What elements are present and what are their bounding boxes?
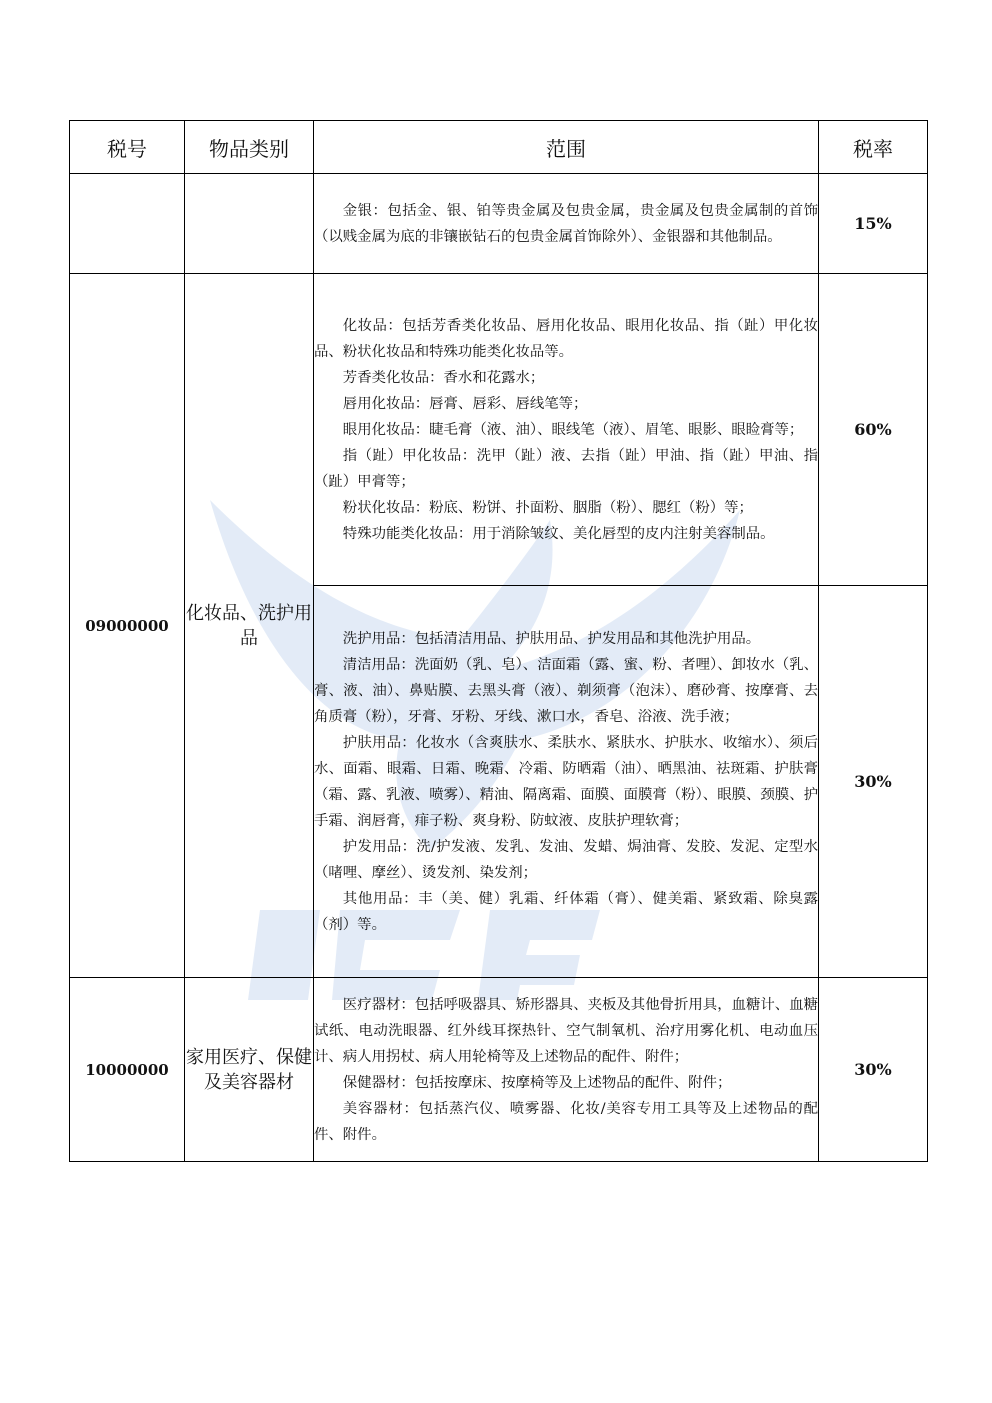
category-cell <box>185 174 314 274</box>
scope-paragraph: 指（趾）甲化妆品：洗甲（趾）液、去指（趾）甲油、指（趾）甲油、指（趾）甲膏等； <box>314 447 818 490</box>
scope-cell <box>314 978 819 1162</box>
header-rate: 税率 <box>819 121 928 174</box>
scope-cell <box>314 274 819 586</box>
category-cell: 家用医疗、保健及美容器材 <box>185 978 314 1162</box>
rate-cell: 30% <box>819 586 928 978</box>
scope-paragraph: 护发用品：洗/护发液、发乳、发油、发蜡、焗油膏、发胶、发泥、定型水（啫哩、摩丝）、烫发剂、染发剂； <box>314 838 818 881</box>
scope-paragraph: 美容器材：包括蒸汽仪、喷雾器、化妆/美容专用工具等及上述物品的配件、附件。 <box>314 1100 818 1143</box>
scope-paragraph: 芳香类化妆品：香水和花露水； <box>342 369 545 386</box>
scope-paragraph: 化妆品：包括芳香类化妆品、唇用化妆品、眼用化妆品、指（趾）甲化妆品、粉状化妆品和特殊功能类化妆品等。 <box>314 317 818 360</box>
scope-paragraph: 眼用化妆品：睫毛膏（液、油）、眼线笔（液）、眉笔、眼影、眼睑膏等； <box>342 421 804 438</box>
rate-cell: 15% <box>819 174 928 274</box>
scope-paragraph: 其他用品：丰（美、健）乳霜、纤体霜（膏）、健美霜、紧致霜、除臭露（剂）等。 <box>314 890 818 933</box>
header-code: 税号 <box>70 121 185 174</box>
table-row-cosmetics <box>70 274 928 586</box>
scope-paragraph: 医疗器材：包括呼吸器具、矫形器具、夹板及其他骨折用具，血糖计、血糖试纸、电动洗眼器、红外线耳探热针、空气制氧机、治疗用雾化机、电动血压计、病人用拐杖、病人用轮椅等及上述物品的配件、附件； <box>314 996 818 1065</box>
scope-paragraph: 粉状化妆品：粉底、粉饼、扑面粉、胭脂（粉）、腮红（粉）等； <box>342 499 753 516</box>
code-cell: 09000000 <box>70 274 185 978</box>
scope-paragraph: 护肤用品：化妆水（含爽肤水、柔肤水、紧肤水、护肤水、收缩水）、须后水、面霜、眼霜、日霜、晚霜、冷霜、防晒霜（油）、晒黑油、祛斑霜、护肤膏（霜、露、乳液、喷雾）、精油、隔离霜、面膜、面膜膏（粉）、眼膜、颈膜、护手霜、润唇膏，痱子粉、爽身粉、防蚊液、皮肤护理软膏； <box>314 734 818 829</box>
table-row-gold-silver <box>70 174 928 274</box>
header-category: 物品类别 <box>185 121 314 174</box>
scope-paragraph: 金银：包括金、银、铂等贵金属及包贵金属，贵金属及包贵金属制的首饰（以贱金属为底的非镶嵌钻石的包贵金属首饰除外）、金银器和其他制品。 <box>314 202 818 245</box>
category-cell: 化妆品、洗护用品 <box>185 274 314 978</box>
scope-paragraph: 唇用化妆品：唇膏、唇彩、唇线笔等； <box>342 395 588 412</box>
header-scope: 范围 <box>314 121 819 174</box>
rate-cell: 60% <box>819 274 928 586</box>
rate-cell: 30% <box>819 978 928 1162</box>
table-header-row <box>70 121 928 174</box>
scope-paragraph: 清洁用品：洗面奶（乳、皂）、洁面霜（露、蜜、粉、者哩）、卸妆水（乳、膏、液、油）、鼻贴膜、去黑头膏（液）、剃须膏（泡沫）、磨砂膏、按摩膏、去角质膏（粉），牙膏、牙粉、牙线、漱口水，香皂、浴液、洗手液； <box>314 656 818 725</box>
code-cell <box>70 174 185 274</box>
code-cell: 10000000 <box>70 978 185 1162</box>
tax-rate-table <box>69 120 928 1162</box>
scope-paragraph: 特殊功能类化妆品：用于消除皱纹、美化唇型的皮内注射美容制品。 <box>342 525 775 542</box>
scope-cell <box>314 586 819 978</box>
table-row-medical <box>70 978 928 1162</box>
scope-cell <box>314 174 819 274</box>
scope-paragraph: 保健器材：包括按摩床、按摩椅等及上述物品的配件、附件； <box>342 1074 732 1091</box>
scope-paragraph: 洗护用品：包括清洁用品、护肤用品、护发用品和其他洗护用品。 <box>342 630 761 647</box>
